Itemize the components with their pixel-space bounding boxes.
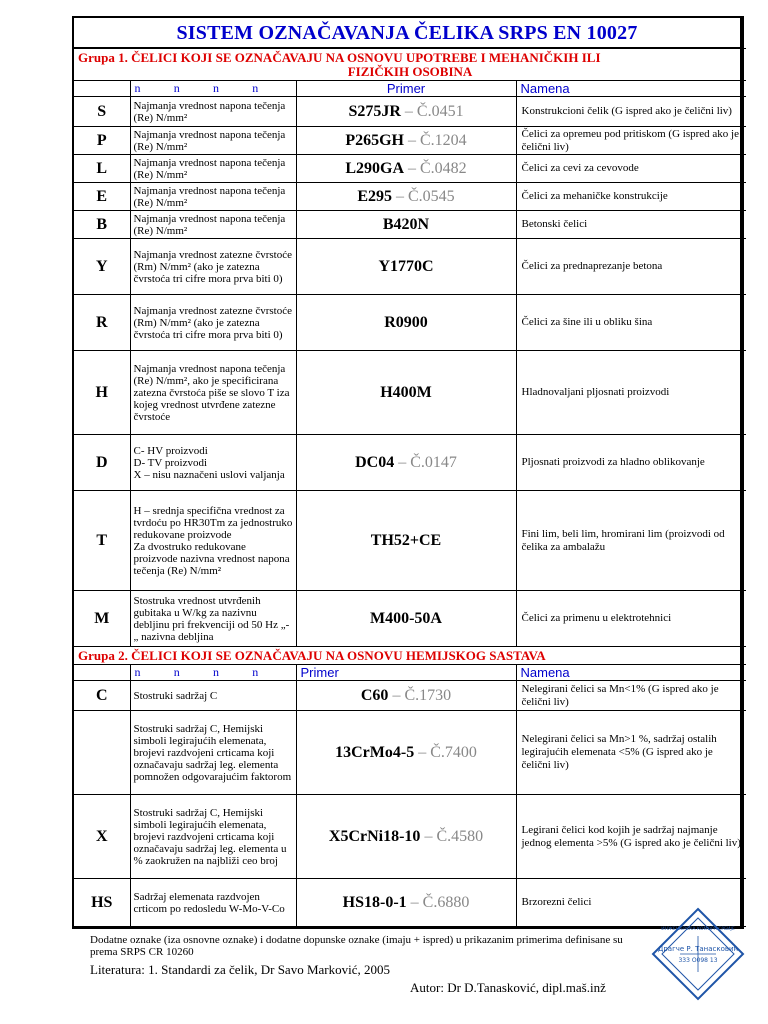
row-example: [296, 239, 516, 295]
steel-row: [74, 795, 746, 879]
row-example: [296, 351, 516, 435]
example-code: E295: [357, 187, 392, 205]
steel-row: [74, 127, 746, 155]
row-purpose: Betonski čelici: [516, 211, 746, 239]
example-cnumber: – Č.6880: [406, 893, 470, 911]
row-purpose: Čelici za mehaničke konstrukcije: [516, 183, 746, 211]
header-n3: n: [213, 665, 219, 679]
row-description: Najmanja vrednost napona tečenja (Re) N/mm²: [130, 97, 296, 127]
row-purpose: Čelici za prednaprezanje betona: [516, 239, 746, 295]
row-example: [296, 183, 516, 211]
row-symbol: [74, 711, 130, 795]
example-cnumber: – Č.1204: [404, 131, 467, 149]
example-code: X5CrNi18-10: [328, 827, 421, 845]
row-symbol: H: [74, 351, 130, 435]
example-code: C60: [360, 686, 389, 704]
stamp-name: Драгче Р. Танасковић: [657, 945, 739, 953]
row-symbol: Y: [74, 239, 130, 295]
steel-row: [74, 155, 746, 183]
row-purpose: Čelici za opremeu pod pritiskom (G ispred ako je čelični liv): [516, 127, 746, 155]
steel-row: [74, 239, 746, 295]
row-description: Stostruka vrednost utvrđenih gubitaka u W/kg za nazivnu debljinu pri frekvenciji od 50 Hz „-„ nazivna debljina: [130, 591, 296, 647]
row-example: [296, 97, 516, 127]
steel-row: [74, 351, 746, 435]
author-line: Autor: Dr D.Tanasković, dipl.maš.inž: [410, 980, 606, 995]
group1-heading-row: [74, 49, 746, 81]
header-blank: [74, 665, 130, 681]
official-stamp: [650, 906, 746, 1002]
group1-table: [74, 48, 746, 927]
header-n2: n: [173, 665, 180, 679]
row-purpose: Brzorezni čelici: [516, 879, 746, 927]
row-description: Najmanja vrednost napona tečenja (Re) N/mm²: [130, 211, 296, 239]
example-code: B420N: [382, 215, 430, 233]
row-description: C- HV proizvodi D- TV proizvodi X – nisu naznačeni uslovi valjanja: [130, 435, 296, 491]
group1-heading-cont: FIZIČKIH OSOBINA: [347, 63, 473, 79]
example-cnumber: – Č.0451: [400, 102, 464, 120]
steel-row: [74, 97, 746, 127]
row-symbol: E: [74, 183, 130, 211]
example-code: DC04: [355, 453, 395, 471]
example-cnumber: – Č.0545: [392, 187, 455, 205]
header-namena: Namena: [516, 81, 746, 97]
example-code: 13CrMo4-5: [335, 743, 415, 761]
row-symbol: C: [74, 681, 130, 711]
row-symbol: D: [74, 435, 130, 491]
footnote: Dodatne oznake (iza osnovne oznake) i dodatne dopunske oznake (imaju + ispred) u prikazanim primerima definisane su prema SRPS CR 10260: [90, 934, 623, 958]
literature-line: Literatura: 1. Standardi za čelik, Dr Savo Marković, 2005: [90, 962, 390, 977]
header-n3: n: [213, 81, 219, 95]
row-symbol: P: [74, 127, 130, 155]
example-code: S275JR: [348, 102, 401, 120]
header-n-cells: [130, 81, 296, 97]
document-title: SISTEM OZNAČAVANJA ČELIKA SRPS EN 10027: [74, 18, 740, 48]
row-description: Sadržaj elemenata razdvojen crticom po redosledu W-Mo-V-Co: [130, 879, 296, 927]
row-description: Stostruki sadržaj C, Hemijski simboli legirajućih elemenata, brojevi razdvojeni crticama koji označavaju sadržaj leg. elementa u % zaokružen na najbliži ceo broj: [130, 795, 296, 879]
row-purpose: Čelici za primenu u elektrotehnici: [516, 591, 746, 647]
example-code: L290GA: [345, 159, 404, 177]
example-code: TH52+CE: [370, 531, 442, 549]
example-cnumber: – Č.4580: [420, 827, 484, 845]
row-example: [296, 295, 516, 351]
example-cnumber: – Č.7400: [414, 743, 477, 761]
row-example: [296, 491, 516, 591]
row-example: [296, 211, 516, 239]
row-example: [296, 879, 516, 927]
row-description: Stostruki sadržaj C, Hemijski simboli legirajućih elemenata, brojevi razdvojeni crticama koji označavaju sadržaj leg. elementa pomnožen odgovarajućim faktorom: [130, 711, 296, 795]
example-code: R0900: [384, 313, 428, 331]
row-purpose: Nelegirani čelici sa Mn>1 %, sadržaj ostalih legirajućih elemenata <5% (G ispred ako je čelični liv): [516, 711, 746, 795]
steel-row: [74, 711, 746, 795]
header-n2: n: [173, 81, 180, 95]
row-purpose: Fini lim, beli lim, hromirani lim (proizvodi od čelika za ambalažu: [516, 491, 746, 591]
steel-row: [74, 681, 746, 711]
group2-column-header: [74, 665, 746, 681]
row-description: Najmanja vrednost napona tečenja (Re) N/mm²: [130, 155, 296, 183]
group1-rows: [74, 97, 746, 647]
row-symbol: S: [74, 97, 130, 127]
row-description: H – srednja specifična vrednost za tvrdoću po HR30Tm za jednostruko redukovane proizvode Za dvostruko redukovane proizvode nazivna vrednost napona tečenja (Re) N/mm²: [130, 491, 296, 591]
row-purpose: Hladnovaljani pljosnati proizvodi: [516, 351, 746, 435]
row-description: Najmanja vrednost napona tečenja (Re) N/mm², ako je specificirana zatezna čvrstoća piše se slovo T iza kojeg vrednost utvrđene zatezne čvrstoće: [130, 351, 296, 435]
row-symbol: B: [74, 211, 130, 239]
header-n4: n: [252, 81, 259, 95]
group2-rows: [74, 681, 746, 927]
row-example: [296, 435, 516, 491]
row-purpose: Nelegirani čelici sa Mn<1% (G ispred ako je čelični liv): [516, 681, 746, 711]
steel-row: [74, 591, 746, 647]
row-symbol: X: [74, 795, 130, 879]
example-code: HS18-0-1: [342, 893, 407, 911]
row-description: Stostruki sadržaj C: [130, 681, 296, 711]
steel-row: [74, 211, 746, 239]
example-code: H400M: [380, 383, 432, 401]
example-code: Y1770C: [378, 257, 434, 275]
row-symbol: T: [74, 491, 130, 591]
row-description: Najmanja vrednost zatezne čvrstoće (Rm) N/mm² (ako je zatezna čvrstoća tri cifre mora prva biti 0): [130, 239, 296, 295]
steel-row: [74, 183, 746, 211]
steel-row: [74, 435, 746, 491]
row-purpose: Čelici za šine ili u obliku šina: [516, 295, 746, 351]
row-example: [296, 155, 516, 183]
header-namena: Namena: [516, 665, 746, 681]
example-code: M400-50A: [370, 609, 442, 627]
row-example: [296, 711, 516, 795]
steel-row: [74, 295, 746, 351]
row-purpose: Pljosnati proizvodi za hladno oblikovanje: [516, 435, 746, 491]
row-symbol: R: [74, 295, 130, 351]
stamp-text: ИНЖЕЊЕРСКА КОМОРА СРБИЈЕ: [661, 927, 735, 932]
header-n4: n: [252, 665, 259, 679]
header-blank: [74, 81, 130, 97]
row-description: Najmanja vrednost napona tečenja (Re) N/mm²: [130, 183, 296, 211]
row-symbol: M: [74, 591, 130, 647]
steel-row: [74, 879, 746, 927]
group1-heading: Grupa 1. ČELICI KOJI SE OZNAČAVAJU NA OSNOVU UPOTREBE I MEHANIČKIH ILI: [78, 49, 601, 65]
group2-heading: Grupa 2. ČELICI KOJI SE OZNAČAVAJU NA OSNOVU HEMIJSKOG SASTAVA: [78, 647, 546, 663]
row-example: [296, 127, 516, 155]
row-purpose: Legirani čelici kod kojih je sadržaj najmanje jednog elementa >5% (G ispred ako je čelični liv): [516, 795, 746, 879]
example-code: P265GH: [345, 131, 404, 149]
example-cnumber: – Č.0482: [404, 159, 467, 177]
row-example: [296, 591, 516, 647]
example-cnumber: – Č.0147: [394, 453, 457, 471]
row-example: [296, 681, 516, 711]
stamp-number: 333 О098 13: [678, 957, 718, 964]
row-purpose: Čelici za cevi za cevovode: [516, 155, 746, 183]
row-description: Najmanja vrednost napona tečenja (Re) N/mm²: [130, 127, 296, 155]
steel-designation-sheet: [72, 16, 744, 929]
header-n1: n: [134, 81, 141, 95]
row-symbol: HS: [74, 879, 130, 927]
header-primer: Primer: [296, 665, 516, 681]
steel-row: [74, 491, 746, 591]
stamp-seal: [653, 909, 743, 999]
example-cnumber: – Č.1730: [388, 686, 452, 704]
group2-heading-row: [74, 647, 746, 665]
row-description: Najmanja vrednost zatezne čvrstoće (Rm) N/mm² (ako je zatezna čvrstoća tri cifre mora prva biti 0): [130, 295, 296, 351]
row-example: [296, 795, 516, 879]
row-purpose: Konstrukcioni čelik (G ispred ako je čelični liv): [516, 97, 746, 127]
header-n1: n: [134, 665, 141, 679]
group1-column-header: [74, 81, 746, 97]
header-primer: Primer: [296, 81, 516, 97]
header-n-cells: [130, 665, 296, 681]
row-symbol: L: [74, 155, 130, 183]
